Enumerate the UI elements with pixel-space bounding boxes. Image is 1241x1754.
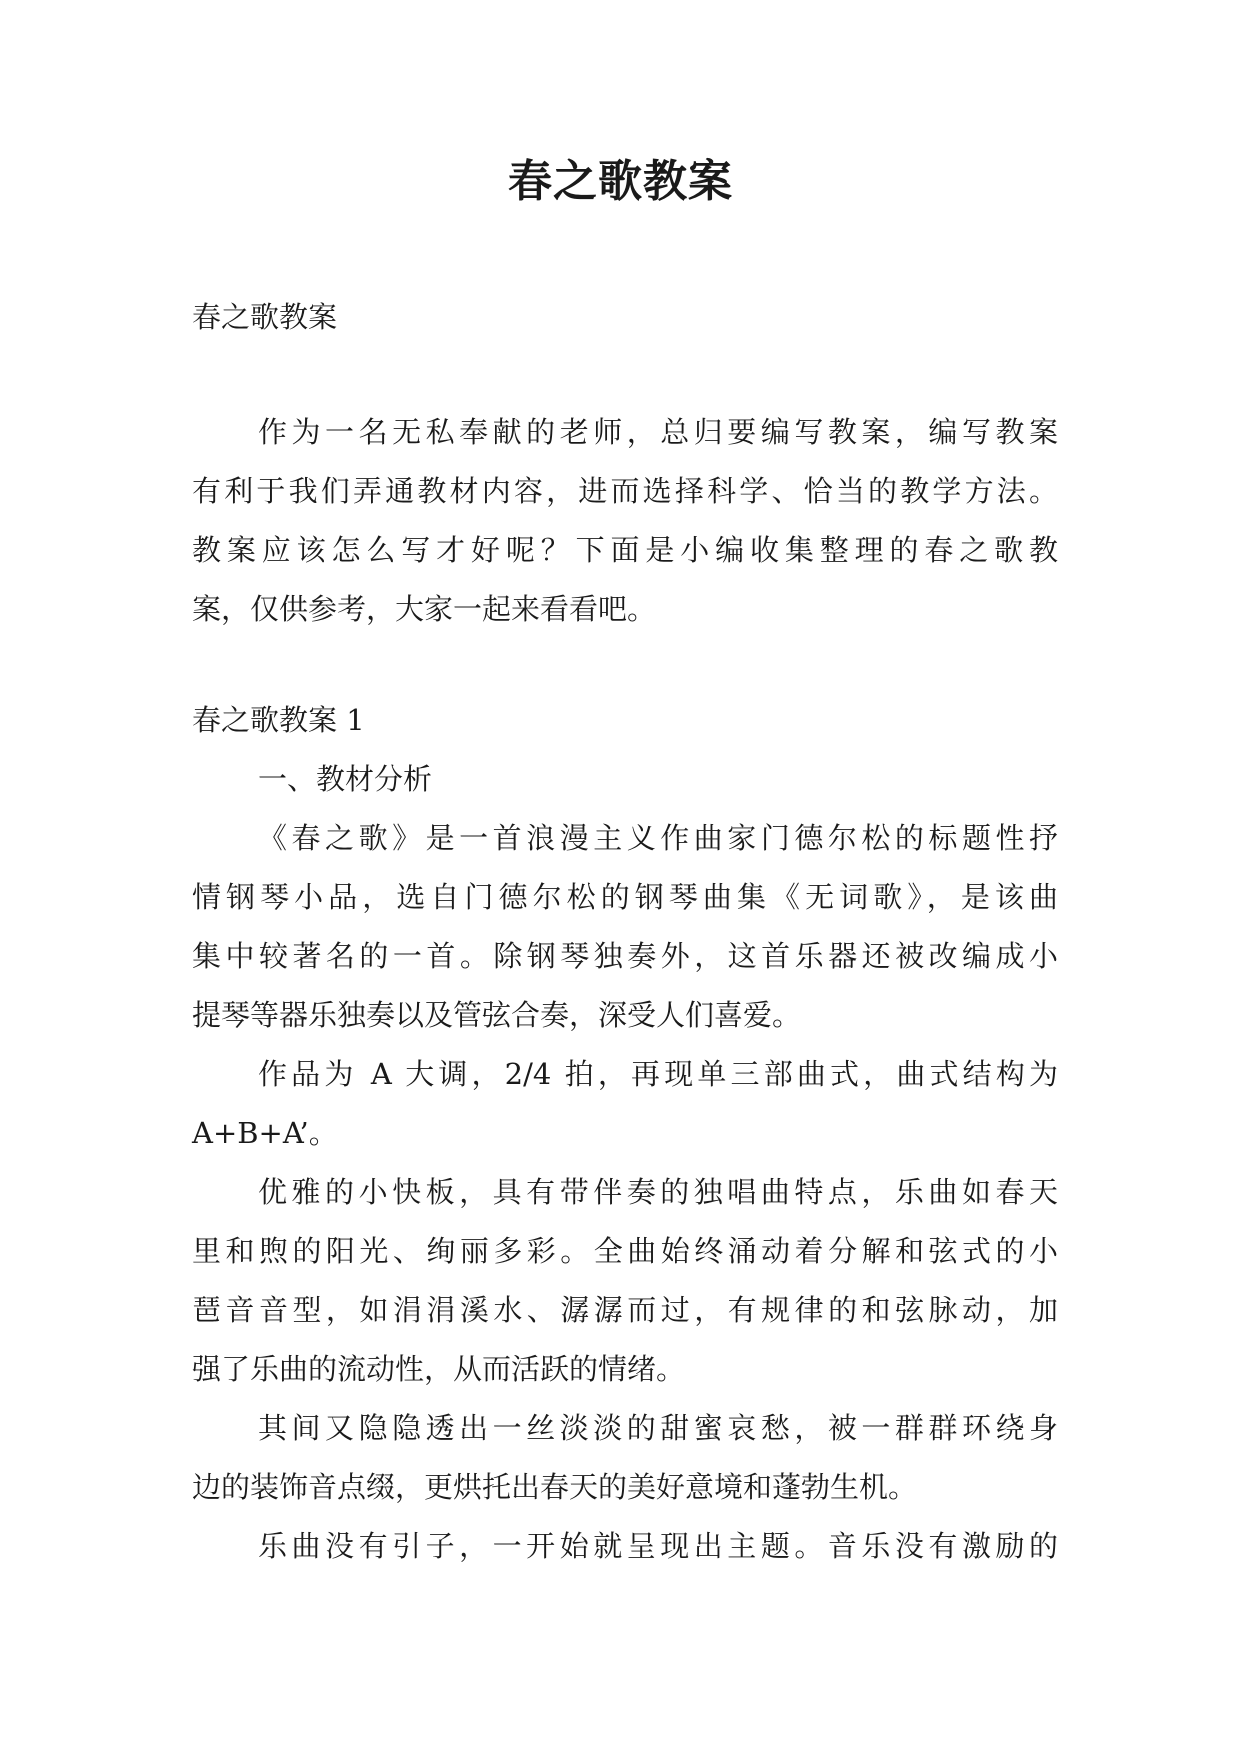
paragraph-5 [192, 1517, 1058, 1576]
text-line: 教案应该怎么写才好呢？下面是小编收集整理的春之歌教 [192, 533, 1058, 567]
text-line: 集中较著名的一首。除钢琴独奏外，这首乐器还被改编成小 [192, 939, 1058, 973]
text-line: 作为一名无私奉献的老师，总归要编写教案，编写教案 [258, 415, 1058, 449]
document-body [192, 288, 1058, 1576]
spacer [192, 347, 1058, 403]
text-line: 里和煦的阳光、绚丽多彩。全曲始终涌动着分解和弦式的小 [192, 1234, 1058, 1268]
paragraph-4 [192, 1399, 1058, 1517]
text-line: 《春之歌》是一首浪漫主义作曲家门德尔松的标题性抒 [258, 821, 1058, 855]
paragraph-3 [192, 1163, 1058, 1399]
paragraph-1 [192, 809, 1058, 1045]
text-line: 强了乐曲的流动性，从而活跃的情绪。 [192, 1352, 686, 1386]
text-line: 其间又隐隐透出一丝淡淡的甜蜜哀愁，被一群群环绕身 [258, 1411, 1058, 1445]
text-line: 优雅的小快板，具有带伴奏的独唱曲特点，乐曲如春天 [258, 1175, 1058, 1209]
text-line: 边的装饰音点缀，更烘托出春天的美好意境和蓬勃生机。 [192, 1470, 918, 1504]
paragraph-2 [192, 1045, 1058, 1163]
intro-paragraph [192, 403, 1058, 639]
text-line: 琶音音型，如涓涓溪水、潺潺而过，有规律的和弦脉动，加 [192, 1293, 1058, 1327]
spacer [192, 639, 1058, 691]
section-heading: 春之歌教案 1 [192, 703, 365, 737]
text-line: 乐曲没有引子，一开始就呈现出主题。音乐没有激励的 [258, 1529, 1058, 1563]
text-line: 情钢琴小品，选自门德尔松的钢琴曲集《无词歌》，是该曲 [192, 880, 1058, 914]
text-line: 提琴等器乐独奏以及管弦合奏，深受人们喜爱。 [192, 998, 802, 1032]
text-line: 作品为 A 大调，2/4 拍，再现单三部曲式，曲式结构为 [258, 1057, 1058, 1091]
text-line: 有利于我们弄通教材内容，进而选择科学、恰当的教学方法。 [192, 474, 1058, 508]
text-line: 案，仅供参考，大家一起来看看吧。 [192, 592, 657, 626]
document-subtitle: 春之歌教案 [192, 300, 338, 334]
text-line: A+B+A’。 [192, 1116, 338, 1150]
part-heading: 一、教材分析 [258, 762, 433, 796]
document-title: 春之歌教案 [508, 156, 733, 207]
